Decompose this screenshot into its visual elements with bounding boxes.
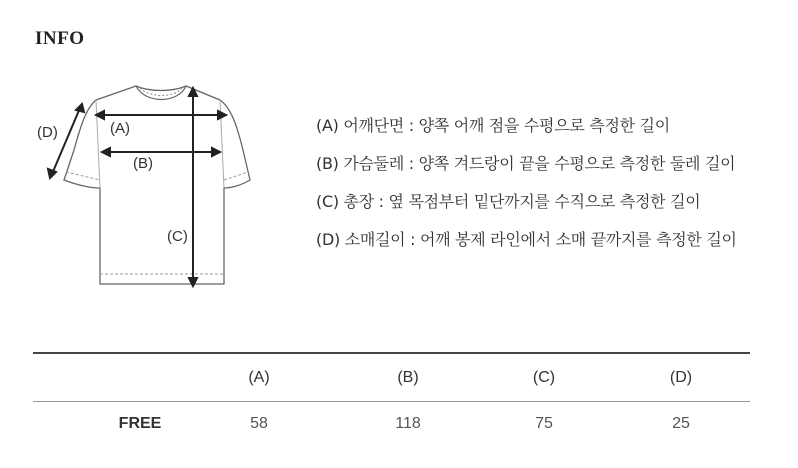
value-b: 118	[395, 415, 421, 432]
header-d: (D)	[669, 369, 693, 386]
size-free-label: FREE	[118, 415, 162, 432]
value-a: 58	[250, 415, 268, 432]
header-c: (C)	[532, 369, 556, 386]
label-c: (C)	[167, 228, 188, 245]
legend-item-b: (B) 가슴둘레 : 양쪽 겨드랑이 끝을 수평으로 측정한 둘레 길이	[316, 154, 736, 173]
value-d: 25	[672, 415, 690, 432]
legend-item-d: (D) 소매길이 : 어깨 봉제 라인에서 소매 끝까지를 측정한 길이	[316, 230, 737, 249]
label-d: (D)	[37, 124, 58, 141]
legend-item-a: (A) 어깨단면 : 양쪽 어깨 점을 수평으로 측정한 길이	[316, 116, 670, 135]
page-title: INFO	[35, 28, 85, 49]
header-b: (B)	[397, 369, 419, 386]
measurement-legend	[316, 118, 737, 270]
header-a: (A)	[248, 369, 270, 386]
label-a: (A)	[110, 120, 130, 137]
table-header-rule	[33, 401, 750, 402]
label-b: (B)	[133, 155, 153, 172]
legend-item-c: (C) 총장 : 옆 목점부터 밑단까지를 수직으로 측정한 길이	[316, 192, 701, 211]
table-top-rule	[33, 352, 750, 354]
tshirt-diagram	[0, 0, 260, 300]
value-c: 75	[535, 415, 553, 432]
